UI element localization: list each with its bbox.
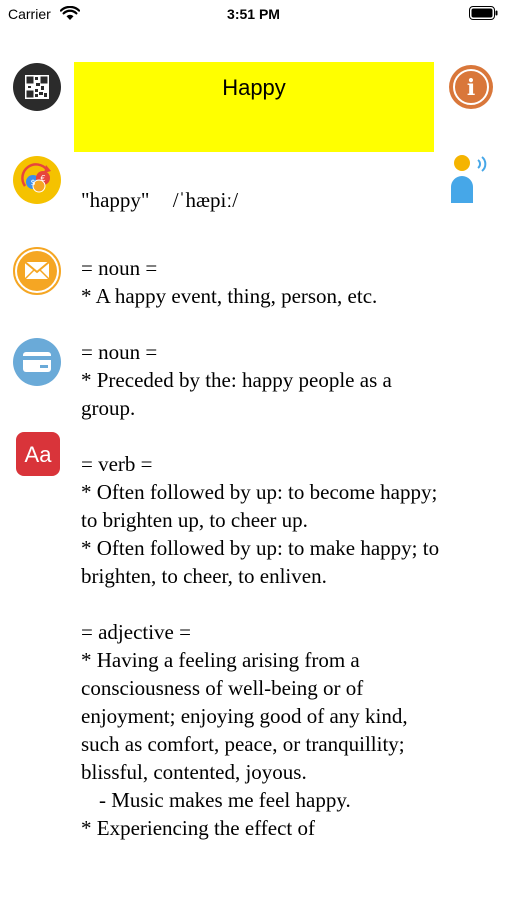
status-time: 3:51 PM: [227, 6, 280, 22]
battery-icon: [469, 6, 499, 20]
headword-line: [81, 186, 441, 214]
definition-block-noun-2: [81, 338, 441, 422]
carrier-label: Carrier: [8, 6, 51, 22]
definition-line: * A happy event, thing, person, etc.: [81, 284, 378, 308]
currency-exchange-icon: [13, 156, 61, 204]
svg-text:€: €: [40, 174, 46, 183]
definition-block-verb: [81, 450, 441, 590]
qr-code-icon: [13, 63, 61, 111]
example-sentence: - Music makes me feel happy.: [99, 788, 351, 812]
pronounce-button[interactable]: [450, 153, 492, 210]
currency-exchange-button[interactable]: [13, 156, 61, 209]
definition-line: * Often followed by up: to become happy; to brighten up, to cheer up.: [81, 480, 438, 532]
font-icon: [16, 432, 60, 476]
svg-text:Aa: Aa: [24, 442, 52, 467]
mail-icon: [13, 247, 61, 295]
part-of-speech: = adjective =: [81, 620, 191, 644]
title-banner: [74, 62, 434, 152]
definition-content: [81, 186, 441, 842]
phonetic: /ˈhæpiː/: [172, 188, 239, 212]
qr-code-button[interactable]: [13, 63, 61, 116]
credit-card-icon: [13, 338, 61, 386]
part-of-speech: = noun =: [81, 340, 158, 364]
speaker-icon: [450, 153, 492, 205]
definition-line: * Experiencing the effect of: [81, 816, 316, 840]
info-button[interactable]: [448, 64, 494, 115]
headword: "happy": [81, 188, 150, 212]
definition-line: * Often followed by up: to make happy; to brighten, to cheer, to enliven.: [81, 536, 440, 588]
mail-button[interactable]: [13, 247, 61, 300]
svg-text:$: $: [30, 178, 36, 187]
info-icon: [448, 64, 494, 110]
part-of-speech: = verb =: [81, 452, 153, 476]
font-size-button[interactable]: [16, 432, 60, 481]
svg-text:i: i: [466, 75, 476, 101]
credit-card-button[interactable]: [13, 338, 61, 391]
definition-line: * Preceded by the: happy people as a group.: [81, 368, 392, 420]
status-bar: [0, 0, 507, 30]
part-of-speech: = noun =: [81, 256, 158, 280]
definition-block-noun-1: [81, 254, 441, 310]
page-title: Happy: [222, 75, 286, 100]
definition-block-adjective: [81, 618, 441, 842]
definition-line: * Having a feeling arising from a consciousness of well-being or of enjoyment; enjoying good of any kind, such as comfort, peace, or tranquillity; blissful, contented, joyous.: [81, 648, 408, 784]
